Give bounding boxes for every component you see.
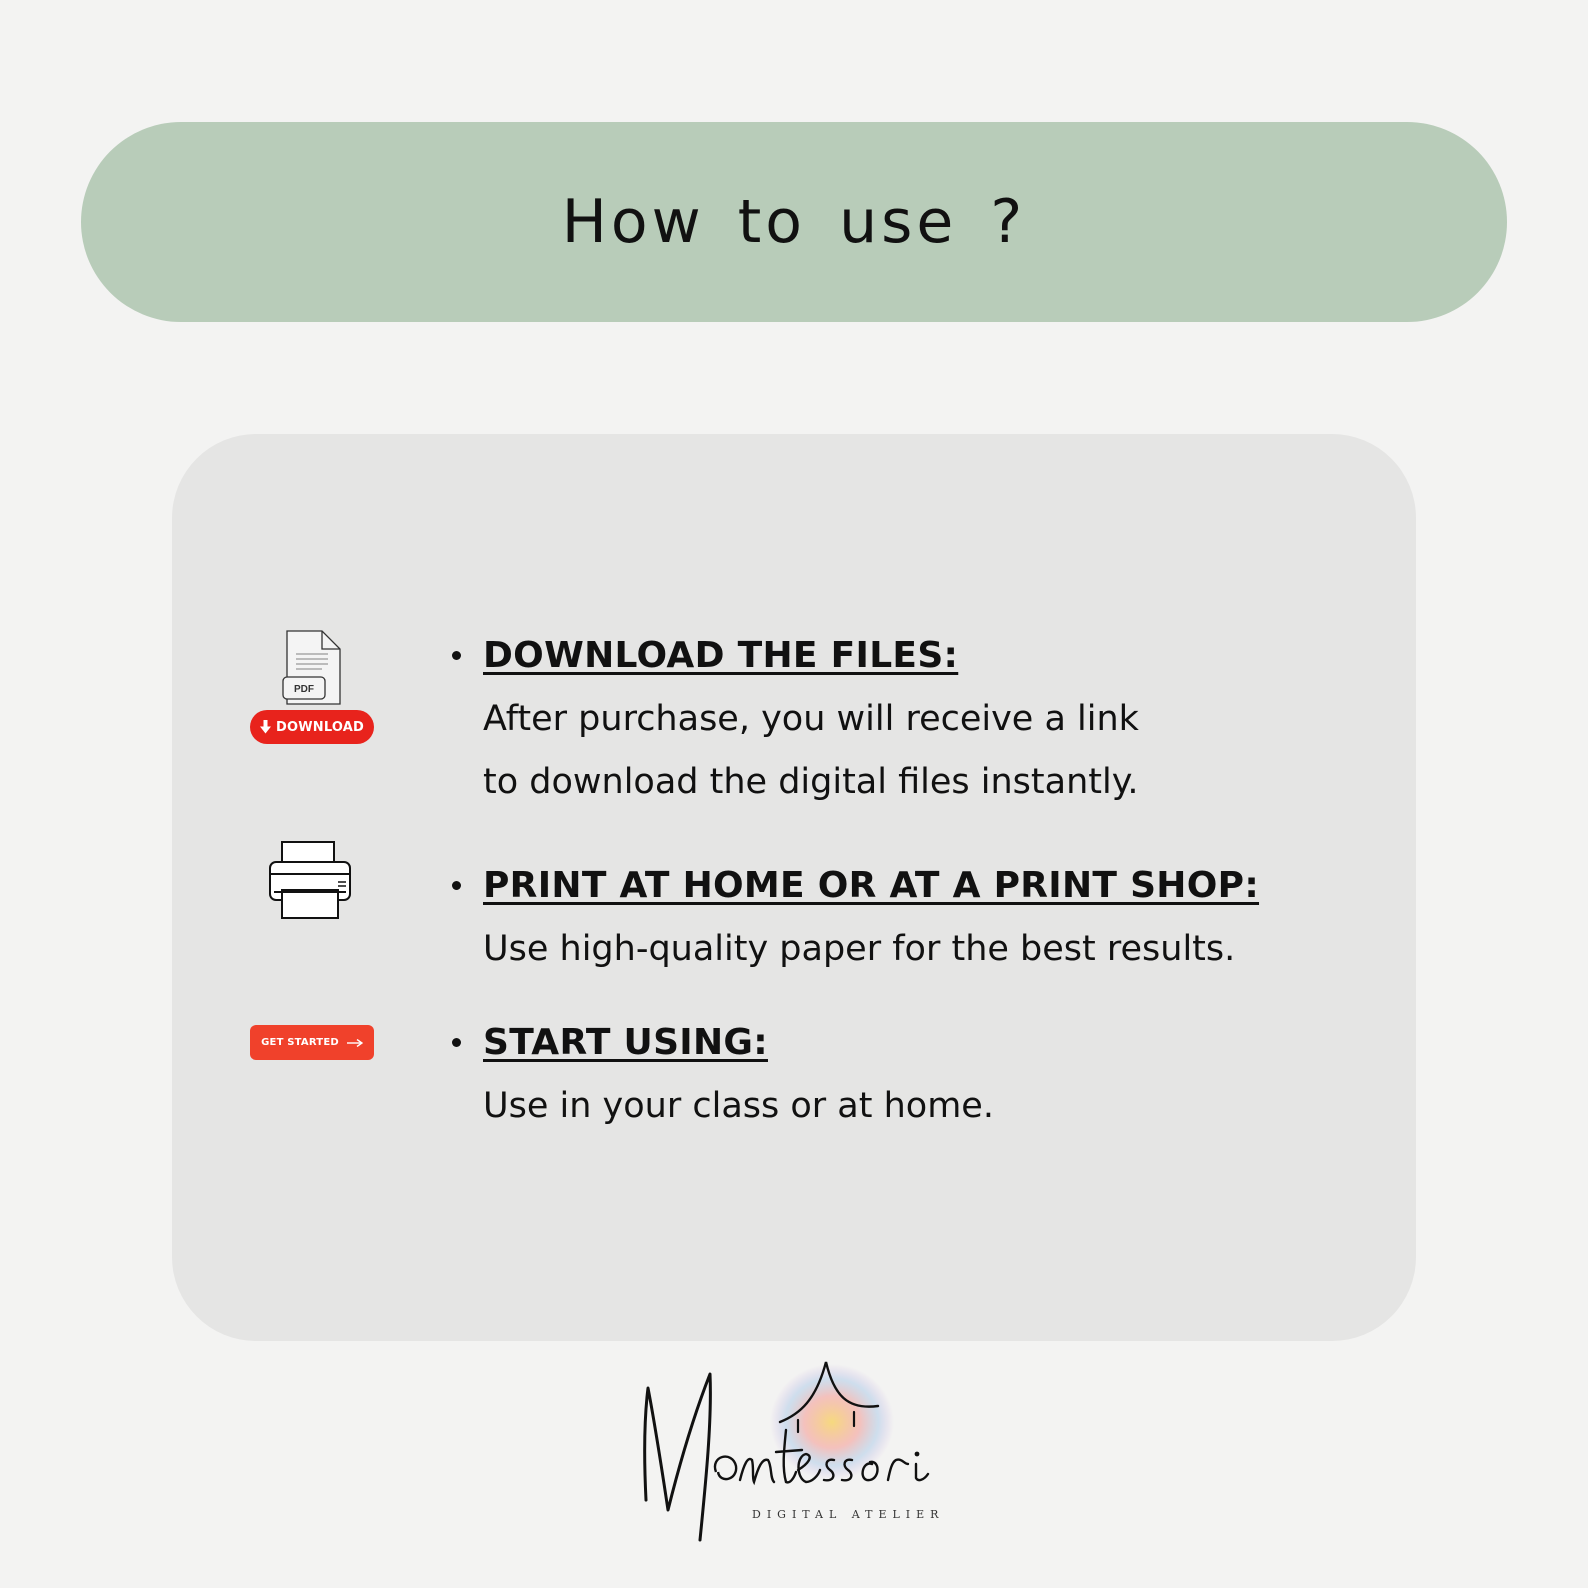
pdf-label: PDF — [294, 684, 314, 695]
step-heading: PRINT AT HOME OR AT A PRINT SHOP: — [483, 864, 1260, 906]
step-download-text — [452, 630, 1376, 814]
get-started-label: GET STARTED — [261, 1037, 339, 1048]
steps-card — [172, 434, 1416, 1341]
step-description — [483, 688, 1376, 814]
step-heading: START USING: — [483, 1021, 768, 1063]
bullet — [452, 881, 461, 890]
get-started-badge — [250, 1025, 374, 1060]
get-started-button-icon — [250, 1025, 374, 1060]
printer-icon — [268, 840, 352, 924]
step-start-text — [452, 1017, 1376, 1138]
download-badge — [250, 710, 374, 744]
arrow-right-icon — [347, 1039, 363, 1047]
download-badge-label: DOWNLOAD — [275, 719, 365, 735]
header-banner — [81, 122, 1507, 322]
bullet — [452, 651, 461, 660]
step-description-line: Use high-quality paper for the best results. — [483, 929, 1236, 969]
step-heading: DOWNLOAD THE FILES: — [483, 634, 959, 676]
arrow-down-icon — [260, 720, 271, 734]
brand-logo-mark — [640, 1360, 960, 1560]
bullet — [452, 1038, 461, 1047]
pdf-download-icon — [250, 630, 374, 746]
page-title: How to use ? — [561, 187, 1027, 257]
step-description — [483, 918, 1376, 981]
brand-tagline: DIGITAL ATELIER — [752, 1508, 945, 1521]
step-print-text — [452, 860, 1376, 981]
brand-logo — [640, 1360, 960, 1560]
pdf-file-icon — [282, 630, 344, 706]
step-description — [483, 1075, 1376, 1138]
step-description-line: Use in your class or at home. — [483, 1086, 994, 1126]
step-description-line: to download the digital files instantly. — [483, 762, 1139, 802]
step-description-line: After purchase, you will receive a link — [483, 699, 1139, 739]
